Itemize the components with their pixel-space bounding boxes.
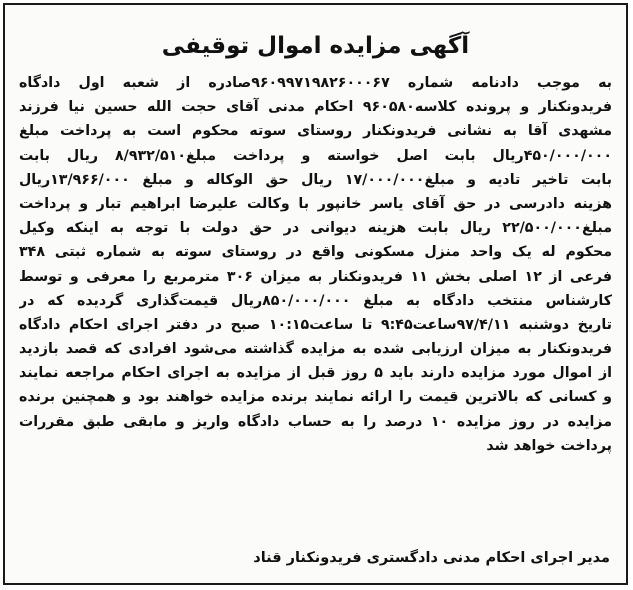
notice-frame: [3, 3, 628, 585]
notice-body: [19, 71, 612, 458]
notice-line: محکوم له یک واحد منزل مسکونی واقع در روستای سوته به شماره ثبتی ۳۴۸: [19, 244, 612, 261]
notice-line: و کسانی که بالاترین قیمت را ارائه نمایند برنده مزایده خواهند بود و همچنین برنده: [19, 389, 612, 406]
notice-line: فریدونکنار و پرونده کلاسه۹۶۰۵۸۰ احکام مدنی آقای حجت الله حسین نیا فرزند: [19, 99, 612, 116]
notice-line: بابت تاخیر تادیه و مبلغ۱۷/۰۰۰/۰۰۰ ریال حق الوکاله و مبلغ ۱۳/۹۶۶/۰۰۰ریال: [19, 171, 612, 188]
notice-title: آگهی مزایده اموال توقیفی: [161, 33, 470, 59]
notice-line: ۴۵۰/۰۰۰/۰۰۰ریال بابت اصل خواسته و پرداخت مبلغ۸/۹۳۲/۵۱۰ ریال بابت: [19, 147, 612, 164]
notice-line: مشهدی آقا به نشانی فریدونکنار روستای سوته محکوم است به پرداخت مبلغ: [19, 123, 612, 140]
notice-line: به موجب دادنامه شماره ۹۶۰۹۹۷۱۹۸۲۶۰۰۰۶۷صادره از شعبه اول دادگاه: [19, 75, 612, 91]
notice-line: از اموال مورد مزایده دارند باید ۵ روز قبل از مزایده به اجرای احکام مراجعه نمایند: [19, 365, 612, 382]
notice-line: فرعی از ۱۲ اصلی بخش ۱۱ فریدونکنار به میزان ۳۰۶ مترمربع را معرفی و توسط: [19, 268, 612, 285]
notice-line: مبلغ۲۲/۵۰۰/۰۰۰ ریال بابت هزینه دیوانی در حق دولت با توجه به اینکه وکیل: [19, 220, 612, 237]
notice-line: تاریخ دوشنبه ۹۷/۴/۱۱ساعت۹:۴۵ تا ساعت۱۰:۱۵ صبح در دفتر اجرای احکام دادگاه: [19, 316, 612, 333]
notice-line: مزایده در روز مزایده ۱۰ درصد را به حساب دادگاه واریز و مابقی طبق مقررات: [19, 413, 612, 430]
signature: مدیر اجرای احکام مدنی دادگستری فریدونکنار قناد: [253, 550, 610, 566]
notice-line: کارشناس منتخب دادگاه به مبلغ ۸۵۰/۰۰۰/۰۰۰ریال قیمت‌گذاری گردیده که در: [19, 292, 612, 309]
notice-line: پرداخت خواهد شد: [486, 437, 612, 454]
notice-line: هزینه دادرسی در حق آقای یاسر خانپور با وکالت علیرضا ابراهیم تبار و پرداخت: [19, 195, 612, 212]
notice-line: فریدونکنار به میزان ارزیابی شده به مزایده گذاشته می‌شود افرادی که قصد بازدید: [19, 341, 612, 358]
